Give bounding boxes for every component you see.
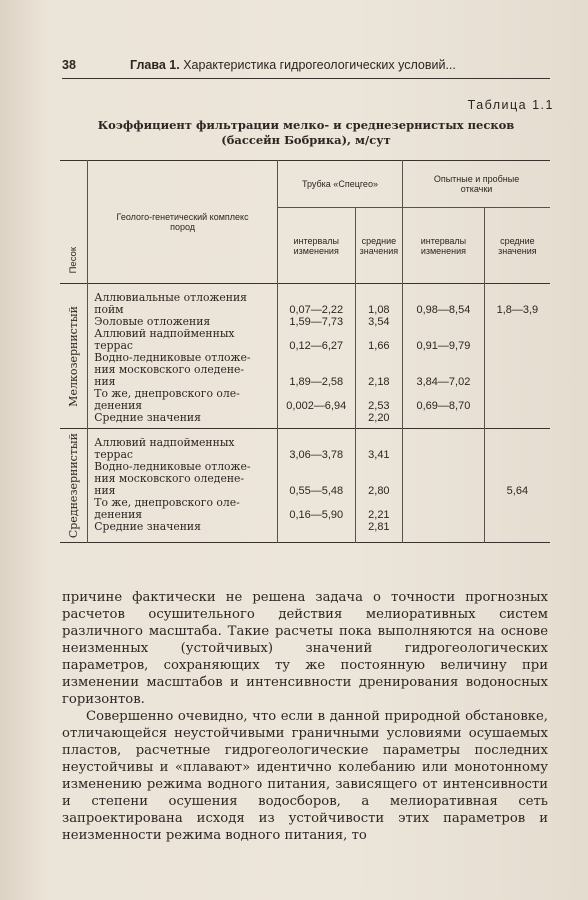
value xyxy=(485,497,550,509)
pump-intervals-header: интервалы изменения xyxy=(403,208,485,284)
value xyxy=(485,521,550,533)
value xyxy=(485,376,550,388)
tube-header: Трубка «Спецгео» xyxy=(302,179,378,189)
value: 0,55—5,48 xyxy=(289,485,344,497)
paragraph: Совершенно очевидно, что если в данной природной обстановке, отличающейся неустойчивыми граничными условиями осушаемых пластов, расчетные гидрогеологические параметры последних неустойчивы и «плавают» идентично колебанию или монотонному изменению режима водного питания, зависящего от интенсивности и степени осушения водосборов, а мелиоративная сеть запроектирована исходя из устойчивости этих параметров и неизменности режима водного питания, то xyxy=(62,709,548,843)
value xyxy=(356,364,402,376)
value xyxy=(403,509,484,521)
value: 3,84—7,02 xyxy=(416,376,471,388)
value xyxy=(485,473,550,485)
tube-means-cell xyxy=(355,429,402,543)
value xyxy=(403,485,484,497)
group-label-cell xyxy=(60,429,88,543)
table-label: Таблица 1.1 xyxy=(467,98,554,112)
tube-means-cell xyxy=(355,284,402,429)
complex-header-cell xyxy=(88,161,278,284)
value xyxy=(356,473,402,485)
value xyxy=(403,473,484,485)
value xyxy=(403,364,484,376)
tube-means-header: средние значения xyxy=(355,208,402,284)
value xyxy=(485,292,550,304)
desc-line: Средние значения xyxy=(94,411,201,424)
page-number: 38 xyxy=(62,58,76,72)
pump-means-cell xyxy=(484,284,550,429)
value xyxy=(278,364,355,376)
value xyxy=(356,461,402,473)
value xyxy=(356,437,402,449)
value xyxy=(278,412,355,424)
sand-header-cell xyxy=(60,161,88,284)
value xyxy=(403,461,484,473)
value xyxy=(278,328,355,340)
desc-line: ния московского оледене- xyxy=(94,472,245,485)
desc-line: пойм xyxy=(94,303,124,316)
value xyxy=(485,340,550,352)
value xyxy=(278,473,355,485)
data-table xyxy=(60,160,550,543)
pump-means-cell xyxy=(484,429,550,543)
value xyxy=(278,352,355,364)
value: 0,002—6,94 xyxy=(286,400,347,412)
pump-means-header: средние значения xyxy=(484,208,550,284)
value: 2,18 xyxy=(368,376,390,388)
value xyxy=(403,388,484,400)
value: 2,20 xyxy=(368,412,390,424)
value xyxy=(403,352,484,364)
desc-line: ния московского оледене- xyxy=(94,363,245,376)
desc-line: ния xyxy=(94,484,116,497)
desc-cell-medium xyxy=(88,429,278,543)
value xyxy=(356,352,402,364)
value: 1,66 xyxy=(368,340,390,352)
value: 5,64 xyxy=(506,485,529,497)
value: 2,81 xyxy=(368,521,390,533)
tube-intervals-header: интервалы изменения xyxy=(277,208,355,284)
value xyxy=(356,292,402,304)
value: 3,06—3,78 xyxy=(289,449,344,461)
value xyxy=(485,437,550,449)
running-header xyxy=(62,58,550,79)
value xyxy=(403,449,484,461)
value xyxy=(403,316,484,328)
value: 2,21 xyxy=(368,509,390,521)
value: 1,08 xyxy=(368,304,390,316)
table-caption-line: Коэффициент фильтрации мелко- и среднезернистых песков xyxy=(97,118,515,132)
value: 0,12—6,27 xyxy=(289,340,344,352)
value: 3,41 xyxy=(368,449,390,461)
paragraph: причине фактически не решена задача о точности прогнозных расчетов осушительного действия мелиоративных систем различного масштаба. Такие расчеты пока выполняются на основе неизменных (устойчивых) значений гидрогеологических параметров, сохраняющих ту же постоянную величину при изменении масштабов и интенсивности дренирования водоносных горизонтов. xyxy=(62,590,548,707)
desc-line: Эоловые отложения xyxy=(94,315,211,328)
value xyxy=(356,497,402,509)
value xyxy=(485,412,550,424)
value xyxy=(403,328,484,340)
value xyxy=(485,316,550,328)
value: 2,53 xyxy=(368,400,390,412)
pumping-header-cell xyxy=(403,161,550,208)
desc-cell-fine xyxy=(88,284,278,429)
chapter-number: Глава 1. xyxy=(130,58,180,72)
body-text xyxy=(62,589,548,844)
desc-line: Аллювий надпойменных xyxy=(94,327,235,340)
tube-header-cell xyxy=(277,161,402,208)
group-label-fine: Мелкозернистый xyxy=(66,305,80,407)
sand-header: Песок xyxy=(67,246,79,273)
value: 0,69—8,70 xyxy=(416,400,471,412)
desc-line: То же, днепровского оле- xyxy=(94,496,240,509)
desc-line: террас xyxy=(94,448,133,461)
group-label-medium: Среднезернистый xyxy=(66,433,80,539)
value: 0,91—9,79 xyxy=(416,340,471,352)
pump-intervals-cell xyxy=(403,284,485,429)
desc-line: Аллювий надпойменных xyxy=(94,436,235,449)
value xyxy=(485,449,550,461)
value xyxy=(278,292,355,304)
desc-line: ния xyxy=(94,375,116,388)
value xyxy=(485,328,550,340)
value xyxy=(356,328,402,340)
value xyxy=(485,388,550,400)
desc-line: Аллювиальные отложения xyxy=(94,291,247,304)
value xyxy=(278,461,355,473)
value xyxy=(485,509,550,521)
value: 0,98—8,54 xyxy=(416,304,471,316)
tube-intervals-cell xyxy=(277,429,355,543)
pump-intervals-cell xyxy=(403,429,485,543)
value: 1,8—3,9 xyxy=(496,304,539,316)
value xyxy=(278,497,355,509)
value: 1,89—2,58 xyxy=(289,376,344,388)
value xyxy=(403,292,484,304)
value xyxy=(403,521,484,533)
group-label-cell xyxy=(60,284,88,429)
table-caption xyxy=(62,118,550,148)
value xyxy=(356,388,402,400)
table-caption-line: (бассейн Бобрика), м/сут xyxy=(221,133,391,147)
value: 3,54 xyxy=(368,316,390,328)
pumping-header: Опытные и пробные откачки xyxy=(433,174,520,194)
chapter-title: Характеристика гидрогеологических условий... xyxy=(183,58,456,72)
group-row-fine xyxy=(60,284,550,429)
desc-line: Водно-ледниковые отложе- xyxy=(94,351,251,364)
desc-line: Средние значения xyxy=(94,520,201,533)
value xyxy=(278,388,355,400)
value xyxy=(403,437,484,449)
complex-header: Геолого-генетический комплекс пород xyxy=(116,212,249,232)
value xyxy=(403,412,484,424)
value: 2,80 xyxy=(368,485,390,497)
tube-intervals-cell xyxy=(277,284,355,429)
value: 1,59—7,73 xyxy=(289,316,344,328)
value xyxy=(485,364,550,376)
value xyxy=(485,352,550,364)
value xyxy=(403,497,484,509)
value xyxy=(485,400,550,412)
value: 0,07—2,22 xyxy=(289,304,344,316)
desc-line: денения xyxy=(94,399,143,412)
value xyxy=(278,521,355,533)
desc-line: денения xyxy=(94,508,143,521)
value: 0,16—5,90 xyxy=(289,509,344,521)
value xyxy=(485,461,550,473)
desc-line: террас xyxy=(94,339,133,352)
value xyxy=(278,437,355,449)
desc-line: Водно-ледниковые отложе- xyxy=(94,460,251,473)
desc-line: То же, днепровского оле- xyxy=(94,387,240,400)
group-row-medium xyxy=(60,429,550,543)
